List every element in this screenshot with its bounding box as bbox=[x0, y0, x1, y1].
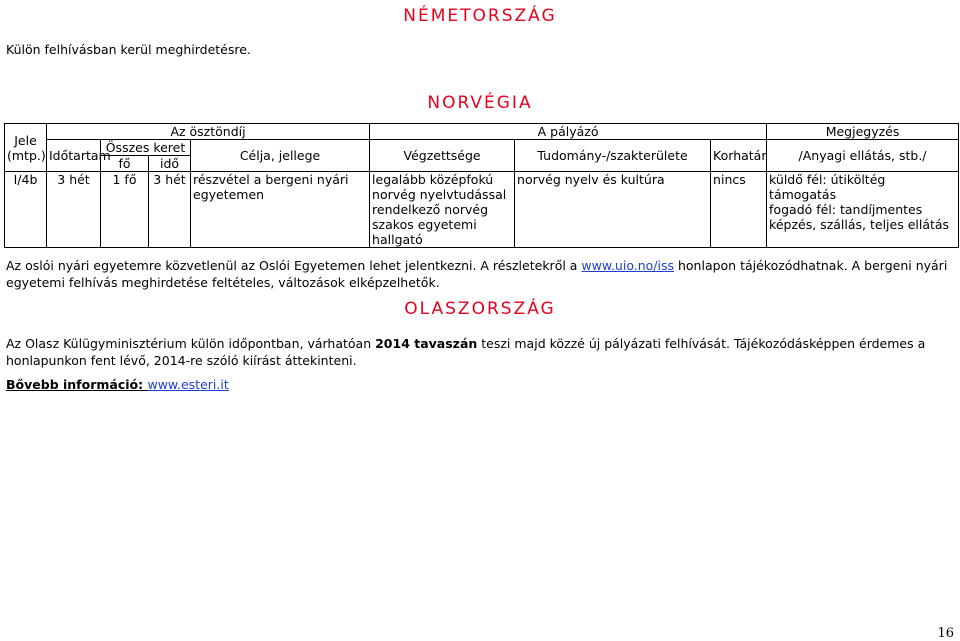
norway-info: Az oslói nyári egyetemre közvetlenül az Oslói Egyetemen lehet jelentkezni. A részletekről a www.uio.no/iss honlapon tájékozódhatnak. A bergeni nyári egyetemi felhívás meghirdetése feltételes, változások elképzelhetők. bbox=[6, 258, 948, 290]
cell-number: I/4b bbox=[5, 172, 47, 248]
cell-purpose: részvétel a bergeni nyári egyetemen bbox=[191, 172, 370, 248]
group-applicant-header: A pályázó bbox=[370, 124, 767, 140]
group-scholarship-header: Az ösztöndíj bbox=[47, 124, 370, 140]
notes-sender: küldő fél: útiköltég támogatás bbox=[769, 172, 886, 202]
uio-link[interactable]: www.uio.no/iss bbox=[581, 258, 674, 273]
cell-field: norvég nyelv és kultúra bbox=[515, 172, 711, 248]
notes-receiver: fogadó fél: tandíjmentes képzés, szállás, teljes ellátás bbox=[769, 202, 950, 232]
col-education-header: Végzettsége bbox=[370, 140, 515, 172]
heading-norway: NORVÉGIA bbox=[427, 93, 533, 113]
esteri-link[interactable]: www.esteri.it bbox=[147, 377, 229, 392]
cell-persons: 1 fő bbox=[101, 172, 149, 248]
col-number-header: Jele (mtp.) bbox=[5, 124, 47, 172]
italy-text: Az Olasz Külügyminisztérium külön időpontban, várhatóan 2014 tavaszán teszi majd közzé új pályázati felhívását. Tájékozódásképpen érdemes a honlapunkon fent lévő, 2014-re szóló kiírást áttekinteni. bbox=[6, 336, 926, 368]
col-notes-header: /Anyagi ellátás, stb./ bbox=[767, 140, 959, 172]
cell-duration: 3 hét bbox=[47, 172, 101, 248]
col-total-person-header: fő bbox=[101, 156, 149, 172]
cell-time: 3 hét bbox=[149, 172, 191, 248]
heading-germany: NÉMETORSZÁG bbox=[403, 6, 557, 26]
table-row bbox=[5, 172, 959, 248]
cell-education: legalább középfokú norvég nyelvtudással rendelkező norvég szakos egyetemi hallgató bbox=[370, 172, 515, 248]
group-notes-header: Megjegyzés bbox=[767, 124, 959, 140]
col-field-header: Tudomány-/szakterülete bbox=[515, 140, 711, 172]
col-duration-header: Időtartam bbox=[47, 140, 101, 172]
col-total-time-header: idő bbox=[149, 156, 191, 172]
col-total-header: Összes keret bbox=[101, 140, 191, 156]
cell-age: nincs bbox=[711, 172, 767, 248]
col-purpose-header: Célja, jellege bbox=[191, 140, 370, 172]
col-age-header: Korhatár bbox=[711, 140, 767, 172]
germany-note: Külön felhívásban kerül meghirdetésre. bbox=[6, 42, 251, 57]
cell-notes bbox=[767, 172, 959, 248]
heading-italy: OLASZORSZÁG bbox=[404, 299, 556, 319]
norway-scholarship-table bbox=[4, 123, 959, 248]
page-number: 16 bbox=[937, 626, 954, 641]
italy-more-info: Bővebb információ: www.esteri.it bbox=[6, 377, 229, 392]
